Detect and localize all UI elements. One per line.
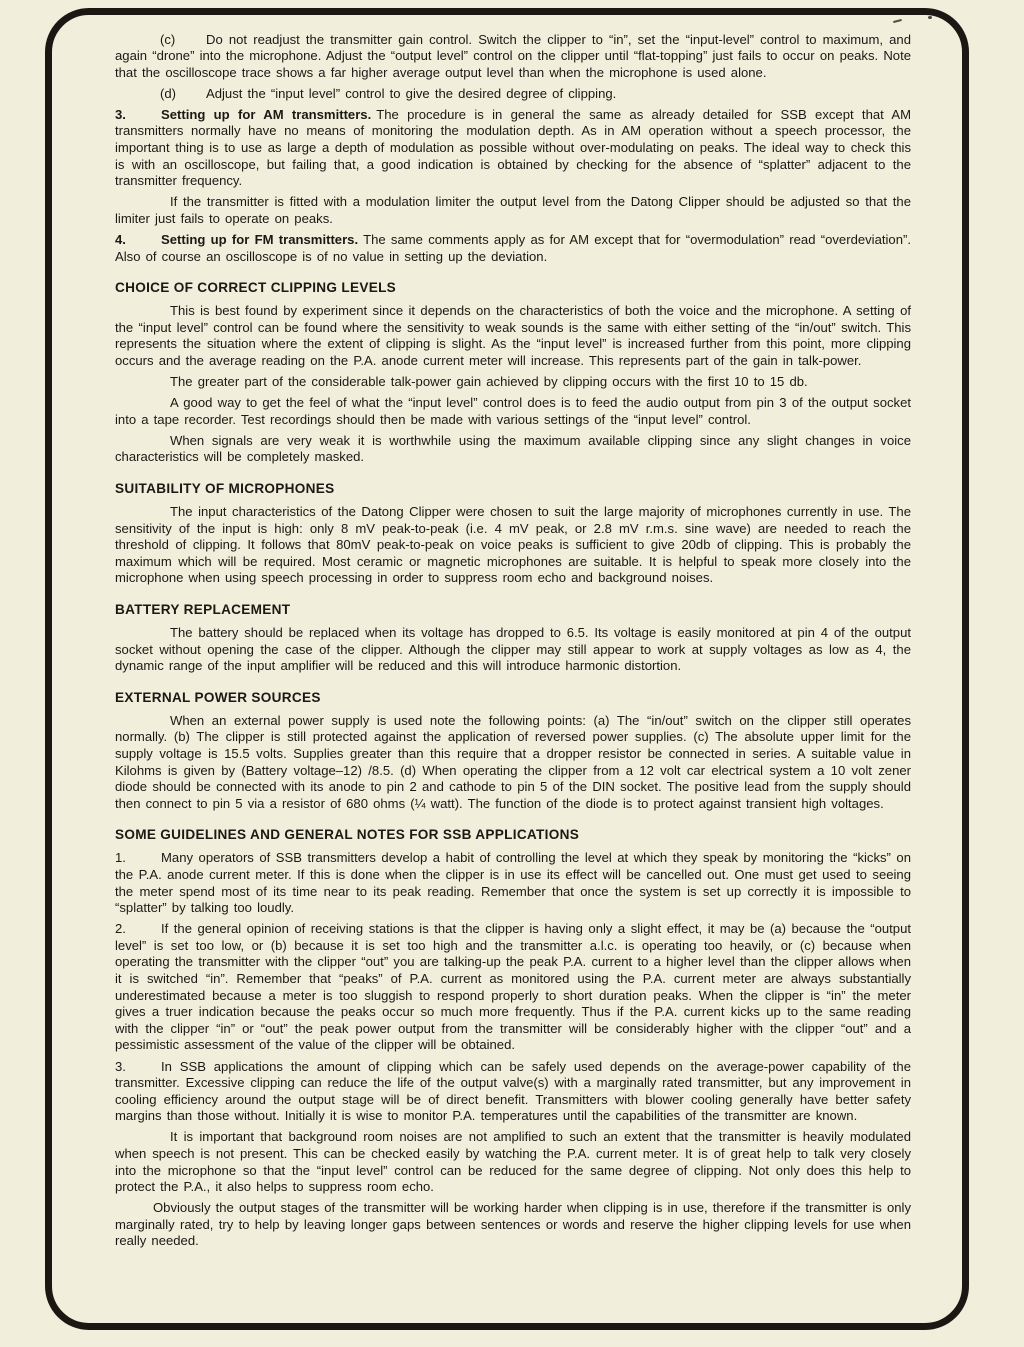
paragraph-text: Obviously the output stages of the transmitter will be working harder when clipping is in use, therefore if the transmitter is only marginally rated, try to help by leaving longer gaps between sentences or words and reserve the higher clipping levels for use when really needed. [115,1200,911,1249]
paragraph [115,1129,911,1195]
paragraph [115,374,911,391]
paragraph [115,625,911,675]
run-in-heading: Setting up for AM transmitters. [161,106,372,122]
section-heading-ssb-guidelines: SOME GUIDELINES AND GENERAL NOTES FOR SSB APPLICATIONS [115,827,580,843]
paragraph-text: The greater part of the considerable talk-power gain achieved by clipping occurs with the first 10 to 15 db. [170,374,808,390]
paragraph-text: When signals are very weak it is worthwhile using the maximum available clipping since any slight changes in voice characteristics will be completely masked. [115,432,911,465]
paragraph-text: This is best found by experiment since it depends on the characteristics of both the voice and the microphone. A setting of the “input level” control can be found where the sensitivity to weak sounds is the same with either setting of the “in/out” switch. This represents the situation where the extent of clipping is slight. As the “input level” is increased further from this point, more clipping occurs and the average reading on the P.A. anode current meter will increase. This represents part of the gain in talk-power. [115,303,911,368]
paragraph-fm-transmitters [115,232,911,265]
item-number: 3. [115,106,126,122]
paragraph-text: The procedure is in general the same as already detailed for SSB except that AM transmitters normally have no means of monitoring the modulation depth. As in AM operation without a speech processor, the important thing is to use as large a depth of modulation as possible without over-modulating on peaks. The ideal way to check this is with an oscilloscope, but failing that, a good indication is obtained by checking for the absence of “splatter” adjacent to the transmitter frequency. [115,106,911,189]
paragraph-text: If the general opinion of receiving stations is that the clipper is having only a slight effect, it may be (a) because the “output level” is set too low, or (b) because it is set too high and the transmitter a.l.c. is operating too heavily, or (c) because when operating the transmitter with the clipper “out” you are talking-up the peak P.A. current to a higher level than the clipper allows when it is switched “in”. Remember that “peaks” of P.A. current as monitored using the P.A. current meter are always substantially underestimated because a meter is too sluggish to respond properly to short duration peaks. When the clipper is “in” the meter gives a truer indication because the peaks occur so much more frequently. Thus if the P.A. current kicks up to the same reading with the clipper “in” or “out” the peak power output from the transmitter will be considerably higher with the clipper “out” and a pessimistic assessment of the value of the clipper will be obtained. [115,921,911,1053]
paragraph-guideline-2 [115,921,911,1054]
paragraph-text: The battery should be replaced when its voltage has dropped to 6.5. Its voltage is easily monitored at pin 4 of the output socket without opening the case of the clipper. Although the clipper may still appear to work at supply voltages as low as 4, the dynamic range of the input amplifier will be reduced and this will introduce harmonic distortion. [115,625,911,674]
paragraph [115,433,911,466]
item-number: 1. [115,850,126,866]
section-heading-microphones: SUITABILITY OF MICROPHONES [115,481,335,497]
paragraph-am-transmitters [115,107,911,190]
paragraph-item-d [115,86,911,103]
paragraph-text: A good way to get the feel of what the “input level” control does is to feed the audio output from pin 3 of the output socket into a tape recorder. Test recordings should then be made with various settings of the “input level” control. [115,395,911,427]
paragraph-guideline-1 [115,850,911,916]
paragraph-text: The same comments apply as for AM except that for “overmodulation” read “overdeviation”. Also of course an oscilloscope is of no value in setting up the deviation. [115,232,911,264]
paragraph-text: Adjust the “input level” control to give the desired degree of clipping. [206,85,617,101]
item-number: 4. [115,232,126,248]
item-number: 2. [115,921,126,937]
paragraph [115,303,911,369]
paragraph [115,395,911,428]
paragraph [115,504,911,587]
paragraph-item-c [115,32,911,82]
section-heading-battery: BATTERY REPLACEMENT [115,602,291,618]
section-heading-external-power: EXTERNAL POWER SOURCES [115,689,321,705]
paragraph-text: It is important that background room noises are not amplified to such an extent that the transmitter is heavily modulated when speech is not present. This can be checked easily by watching the P.A. current meter. It is of great help to talk very closely into the microphone so that the “input level” control can be reduced for the same degree of clipping. Not only does this help to protect the P.A., it also helps to suppress room echo. [115,1129,911,1195]
paragraph-text: The input characteristics of the Datong Clipper were chosen to suit the large majority of microphones currently in use. The sensitivity of the input is high: only 8 mV peak-to-peak (i.e. 4 mV peak, or 2.8 mV r.m.s. sine wave) are needed to reach the threshold of clipping. It follows that 80mV peak-to-peak on voice peaks is sufficient to give 20db of clipping. This is probably the maximum which will be required. Most ceramic or magnetic microphones are suitable. It is helpful to speak more closely into the microphone when using speech processing in order to suppress room echo and background noises. [115,504,911,586]
document-content [115,27,911,1255]
paragraph-guideline-3 [115,1059,911,1125]
item-number: 3. [115,1058,126,1074]
item-label: (c) [160,31,176,47]
item-label: (d) [160,85,177,101]
paragraph-text: In SSB applications the amount of clipping which can be safely used depends on the average-power capability of the transmitter. Excessive clipping can reduce the life of the output valve(s) with a marginally rated transmitter, but any improvement in cooling efficiency around the output stage will be of direct benefit. Transmitters with blower cooling generally have better safety margins than those without. Initially it is wise to monitor P.A. temperatures until the capabilities of the transmitter are known. [115,1058,911,1124]
paragraph [115,1200,911,1250]
scan-speckle [928,16,932,19]
paragraph-text: When an external power supply is used note the following points: (a) The “in/out” switch on the clipper still operates normally. (b) The clipper is still protected against the application of reversed power supplies. (c) The absolute upper limit for the supply voltage is 15.5 volts. Supplies greater than this require that a dropper resistor be connected in series. A suitable value in Kilohms is given by (Battery voltage–12) /8.5. (d) When operating the clipper from a 12 volt car electrical system a 10 volt zener diode should be connected with its anode to pin 2 and cathode to pin 5 of the DIN socket. The positive lead from the supply should then connect to pin 5 via a resistor of 680 ohms (¼ watt). The function of the diode is to protect against transient high voltages. [115,712,911,811]
paragraph-text: If the transmitter is fitted with a modulation limiter the output level from the Datong Clipper should be adjusted so that the limiter just fails to operate on peaks. [115,194,911,226]
paragraph-text: Do not readjust the transmitter gain control. Switch the clipper to “in”, set the “input-level” control to maximum, and again “drone” into the microphone. Adjust the “output level” control on the clipper until “flat-topping” just fails to occur on peaks. Note that the oscilloscope trace shows a far higher average output level than when the microphone is used alone. [115,31,911,80]
paragraph-text: Many operators of SSB transmitters develop a habit of controlling the level at which they speak by monitoring the “kicks” on the P.A. anode current meter. If this is done when the clipper is in use its effect will be cancelled out. One must get used to seeing the meter spend most of its time near to its peak reading. Remember that once the system is set up correctly it is impossible to “splatter” by talking too loudly. [115,850,911,916]
run-in-heading: Setting up for FM transmitters. [161,232,359,248]
paragraph [115,194,911,227]
paragraph [115,713,911,813]
section-heading-clipping-levels: CHOICE OF CORRECT CLIPPING LEVELS [115,280,397,296]
